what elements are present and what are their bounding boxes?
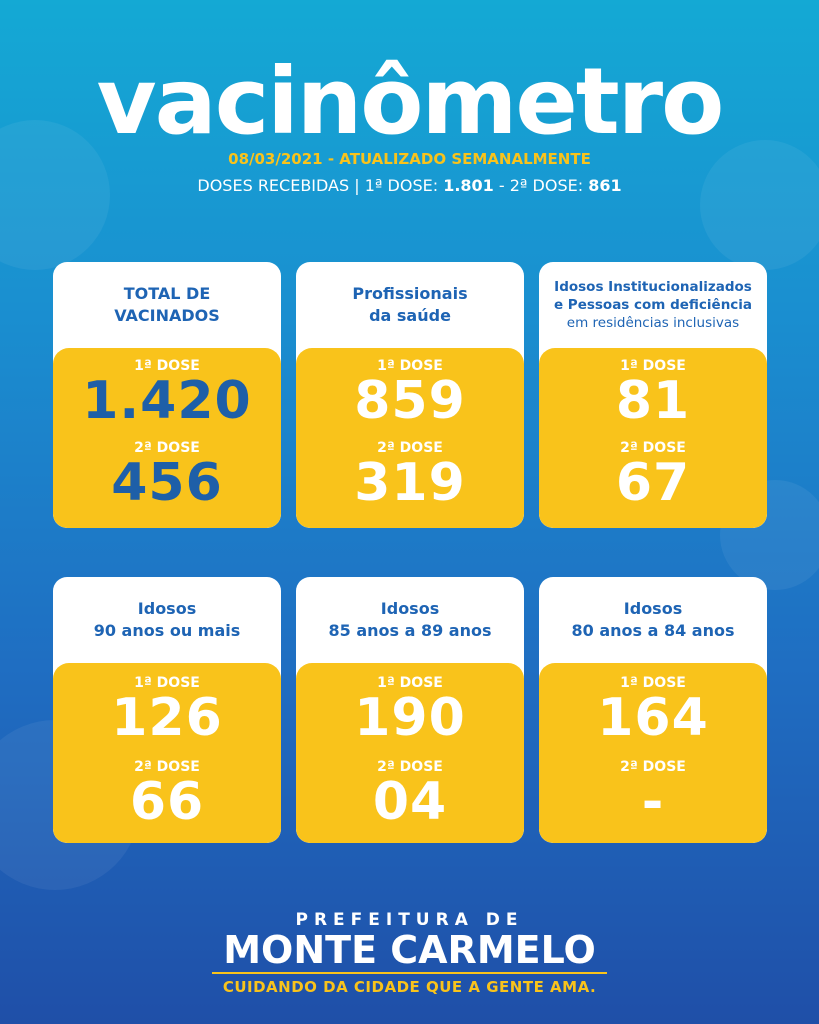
card-idosos-institucionalizados [539,262,767,528]
dose1-value: 859 [354,371,466,431]
card-header [296,262,524,348]
doses-received-first: 1.801 [443,176,494,195]
dose2-value: 319 [354,453,466,513]
card-body [539,348,767,528]
dose2-value: 66 [129,772,205,832]
dose1-value: 1.420 [82,371,252,431]
dose2-label: 2ª DOSE [134,759,200,775]
card-title-line: em residências inclusivas [566,315,740,331]
dose1-value: 190 [354,688,466,748]
card-idosos-90-mais [53,577,281,843]
dose1-label: 1ª DOSE [377,675,443,691]
card-header [53,577,281,663]
card-title-line: Profissionais [352,284,468,303]
card-total-vacinados [53,262,281,528]
update-date: 08/03/2021 - ATUALIZADO SEMANALMENTE [228,150,591,168]
dose2-value: - [641,772,665,832]
dose1-label: 1ª DOSE [134,358,200,374]
dose2-label: 2ª DOSE [620,440,686,456]
card-title-line: Idosos Institucionalizados [554,279,752,295]
card-body [539,663,767,843]
dose1-value: 81 [615,371,691,431]
card-title-line: e Pessoas com deficiência [553,297,753,313]
page-title: vacinômetro [96,48,723,155]
card-title-line: TOTAL DE [123,284,211,303]
card-body [296,348,524,528]
card-title-line: da saúde [369,306,451,325]
card-idosos-85-89 [296,577,524,843]
footer-prefeitura: PREFEITURA DE [295,910,524,930]
card-title-line: Idosos [623,599,683,618]
doses-received-label: DOSES RECEBIDAS | 1ª DOSE: [197,176,444,195]
card-title-line: 85 anos a 89 anos [328,621,492,640]
card-idosos-80-84 [539,577,767,843]
card-header [296,577,524,663]
dose1-label: 1ª DOSE [134,675,200,691]
dose2-value: 67 [615,453,691,513]
card-body [296,663,524,843]
card-header [539,577,767,663]
card-title-line: 80 anos a 84 anos [571,621,735,640]
dose1-label: 1ª DOSE [620,675,686,691]
card-header [53,262,281,348]
dose2-value: 04 [372,772,448,832]
card-title-line: Idosos [137,599,197,618]
dose2-label: 2ª DOSE [377,759,443,775]
dose2-label: 2ª DOSE [134,440,200,456]
card-profissionais-saude [296,262,524,528]
doses-received-second: 861 [588,176,622,195]
card-body [53,348,281,528]
footer-slogan: CUIDANDO DA CIDADE QUE A GENTE AMA. [222,978,597,996]
card-title-line: Idosos [380,599,440,618]
dose1-label: 1ª DOSE [377,358,443,374]
footer-city-name: MONTE CARMELO [223,928,596,972]
dose1-value: 164 [597,688,709,748]
card-title-line: VACINADOS [114,306,220,325]
doses-received-sep: - 2ª DOSE: [493,176,589,195]
dose2-label: 2ª DOSE [620,759,686,775]
card-header [539,262,767,348]
card-title-line: 90 anos ou mais [93,621,241,640]
card-body [53,663,281,843]
doses-received [0,176,819,195]
dose2-label: 2ª DOSE [377,440,443,456]
footer-divider [212,972,607,974]
dose2-value: 456 [111,453,223,513]
dose1-label: 1ª DOSE [620,358,686,374]
dose1-value: 126 [111,688,223,748]
